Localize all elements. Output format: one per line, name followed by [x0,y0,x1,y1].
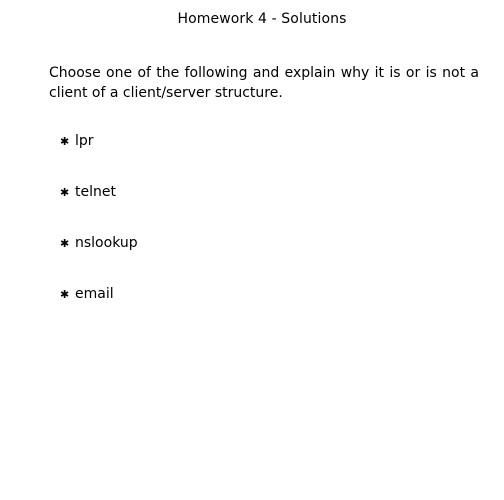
list-item-label: email [75,286,114,302]
asterisk-bullet-icon: ✱ [60,135,70,148]
list-item [60,285,138,336]
list-item-label: telnet [75,184,116,200]
list-item-label: lpr [75,133,94,149]
page-title: Homework 4 - Solutions [177,11,347,27]
asterisk-bullet-icon: ✱ [60,237,70,250]
list-item [60,183,138,234]
list-item [60,132,138,183]
question-text: Choose one of the following and explain why it is or is not a client of a client/server structure. [49,65,479,101]
asterisk-bullet-icon: ✱ [60,186,70,199]
options-list [60,132,138,336]
list-item-label: nslookup [75,235,138,251]
list-item [60,234,138,285]
asterisk-bullet-icon: ✱ [60,288,70,301]
